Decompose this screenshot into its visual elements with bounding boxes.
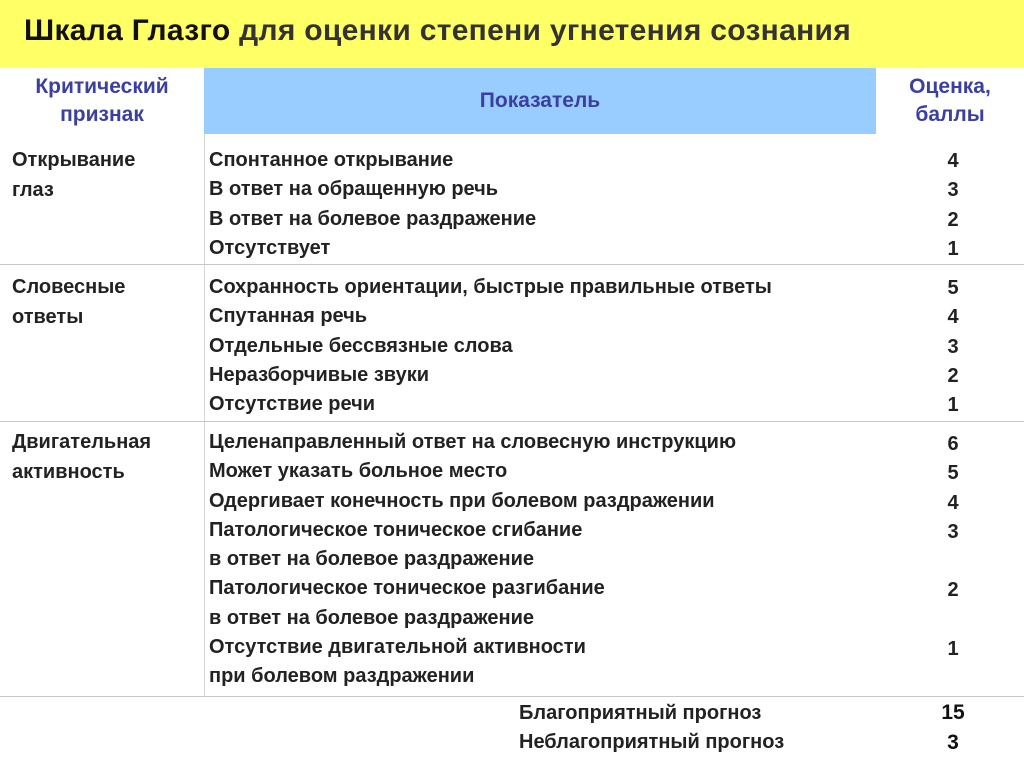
- score-value: 5: [947, 277, 959, 299]
- indicator-line: Сохранность ориентации, быстрые правильные ответы: [209, 276, 772, 298]
- criterion-line: ответы: [12, 305, 84, 328]
- score-value: 2: [947, 208, 959, 231]
- scores-motor-activity: [920, 430, 986, 694]
- prognosis-unfavorable-label: Неблагоприятный прогноз: [519, 731, 785, 753]
- header-score-line: Оценка,: [909, 75, 991, 98]
- indicator-line: Отсутствие двигательной активности: [209, 636, 586, 659]
- scores-verbal-responses: [920, 274, 986, 420]
- score-value: [920, 547, 986, 576]
- criterion-line: активность: [12, 460, 125, 483]
- prognosis-favorable-label: Благоприятный прогноз: [519, 702, 762, 724]
- section-divider: [0, 264, 1024, 265]
- score-value: 4: [947, 491, 959, 514]
- score-value: 3: [947, 179, 959, 202]
- indicator-line: Патологическое тоническое разгибание: [209, 577, 605, 600]
- indicator-line: в ответ на болевое раздражение: [209, 548, 535, 571]
- score-value: 4: [947, 306, 959, 329]
- indicator-line: Отсутствует: [209, 236, 331, 259]
- title-strong: Шкала Глазго: [24, 14, 231, 47]
- indicator-line: В ответ на обращенную речь: [209, 178, 499, 201]
- score-value: 1: [947, 638, 959, 661]
- header-criterion-line: признак: [60, 103, 144, 126]
- title-rest: для оценки степени угнетения сознания: [230, 14, 852, 47]
- header-score: [876, 68, 1024, 134]
- header-indicator-label: Показатель: [479, 89, 601, 112]
- indicators-eye-opening: [209, 146, 909, 263]
- indicator-line: Целенаправленный ответ на словесную инструкцию: [209, 431, 737, 453]
- indicators-verbal-responses: [209, 273, 909, 419]
- indicator-line: Патологическое тоническое сгибание: [209, 518, 583, 541]
- section-divider: [0, 696, 1024, 697]
- criterion-eye-opening: [12, 146, 197, 205]
- indicator-line: Одергивает конечность при болевом раздражении: [209, 489, 715, 512]
- indicator-line: В ответ на болевое раздражение: [209, 207, 537, 230]
- section-divider: [0, 421, 1024, 422]
- score-value: 5: [947, 462, 959, 485]
- indicators-motor-activity: [209, 428, 909, 692]
- page-title: [24, 14, 851, 48]
- criterion-line: Словесные: [12, 276, 126, 298]
- indicator-line: Спутанная речь: [209, 305, 368, 328]
- indicator-line: Отдельные бессвязные слова: [209, 334, 513, 357]
- score-value: 3: [947, 520, 959, 543]
- score-value: [920, 606, 986, 635]
- score-value: 3: [947, 335, 959, 358]
- criterion-motor-activity: [12, 428, 197, 487]
- criterion-line: глаз: [12, 178, 54, 201]
- column-divider: [204, 134, 205, 696]
- score-value: [920, 664, 986, 693]
- score-value: 1: [947, 237, 959, 260]
- score-value: 1: [947, 394, 959, 417]
- header-indicator: [204, 68, 876, 134]
- header-criterion-line: Критический: [35, 75, 169, 98]
- score-value: 2: [947, 364, 959, 387]
- prognosis-unfavorable-score: 3: [947, 731, 959, 754]
- indicator-line: Может указать больное место: [209, 460, 508, 483]
- score-value: 6: [947, 433, 959, 455]
- criterion-line: Двигательная: [12, 431, 152, 453]
- header-criterion: [0, 68, 204, 134]
- prognosis-favorable-score: 15: [941, 701, 965, 724]
- indicator-line: Спонтанное открывание: [209, 149, 454, 171]
- score-value: 4: [947, 150, 959, 172]
- indicator-line: Неразборчивые звуки: [209, 363, 430, 386]
- criterion-line: Открывание: [12, 149, 136, 171]
- indicator-line: Отсутствие речи: [209, 393, 376, 416]
- indicator-line: при болевом раздражении: [209, 665, 475, 688]
- criterion-verbal-responses: [12, 273, 197, 332]
- scores-eye-opening: [920, 147, 986, 264]
- score-value: 2: [947, 579, 959, 602]
- header-score-line: баллы: [915, 103, 985, 126]
- indicator-line: в ответ на болевое раздражение: [209, 606, 535, 629]
